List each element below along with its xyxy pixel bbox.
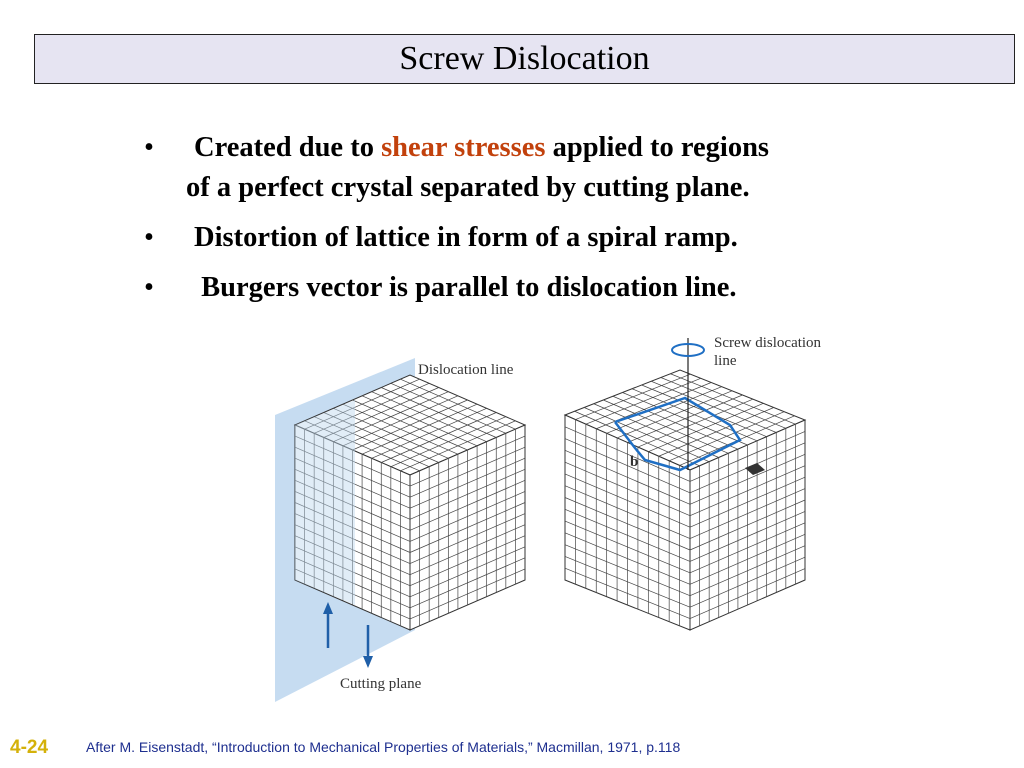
bullet-1-before: Created due to bbox=[194, 132, 382, 163]
bullet-item bbox=[140, 218, 900, 258]
label-screw-line: line bbox=[714, 353, 737, 369]
down-arrow-head bbox=[363, 656, 373, 668]
bullet-list bbox=[140, 128, 900, 318]
left-cube bbox=[275, 358, 525, 702]
bullet-3-text: Burgers vector is parallel to dislocation line. bbox=[194, 272, 737, 303]
dislocation-figure bbox=[260, 330, 860, 710]
bullet-item bbox=[140, 128, 900, 208]
plane-overlay bbox=[295, 400, 355, 605]
bullet-1-highlight: shear stresses bbox=[381, 132, 546, 163]
bullet-dot: • bbox=[144, 132, 154, 163]
citation: After M. Eisenstadt, “Introduction to Mechanical Properties of Materials,” Macmillan, 1971, p.118 bbox=[86, 739, 681, 755]
bullet-dot: • bbox=[144, 272, 154, 303]
label-screw-dislocation: Screw dislocation bbox=[714, 335, 822, 351]
bullet-2-text: Distortion of lattice in form of a spiral ramp. bbox=[194, 222, 738, 253]
label-dislocation-line: Dislocation line bbox=[418, 362, 514, 378]
right-cube bbox=[565, 338, 805, 630]
label-burgers-b: b bbox=[630, 454, 639, 470]
slide-number: 4-24 bbox=[10, 737, 49, 758]
title-box bbox=[34, 34, 1015, 84]
bullet-item bbox=[140, 268, 900, 308]
figure-svg bbox=[260, 330, 860, 710]
bullet-dot: • bbox=[144, 222, 154, 253]
bullet-1-after: applied to regions bbox=[545, 132, 770, 163]
label-cutting-plane: Cutting plane bbox=[340, 676, 422, 692]
slide-title: Screw Dislocation bbox=[399, 40, 650, 77]
bullet-1-line2: of a perfect crystal separated by cutting plane. bbox=[186, 172, 750, 203]
